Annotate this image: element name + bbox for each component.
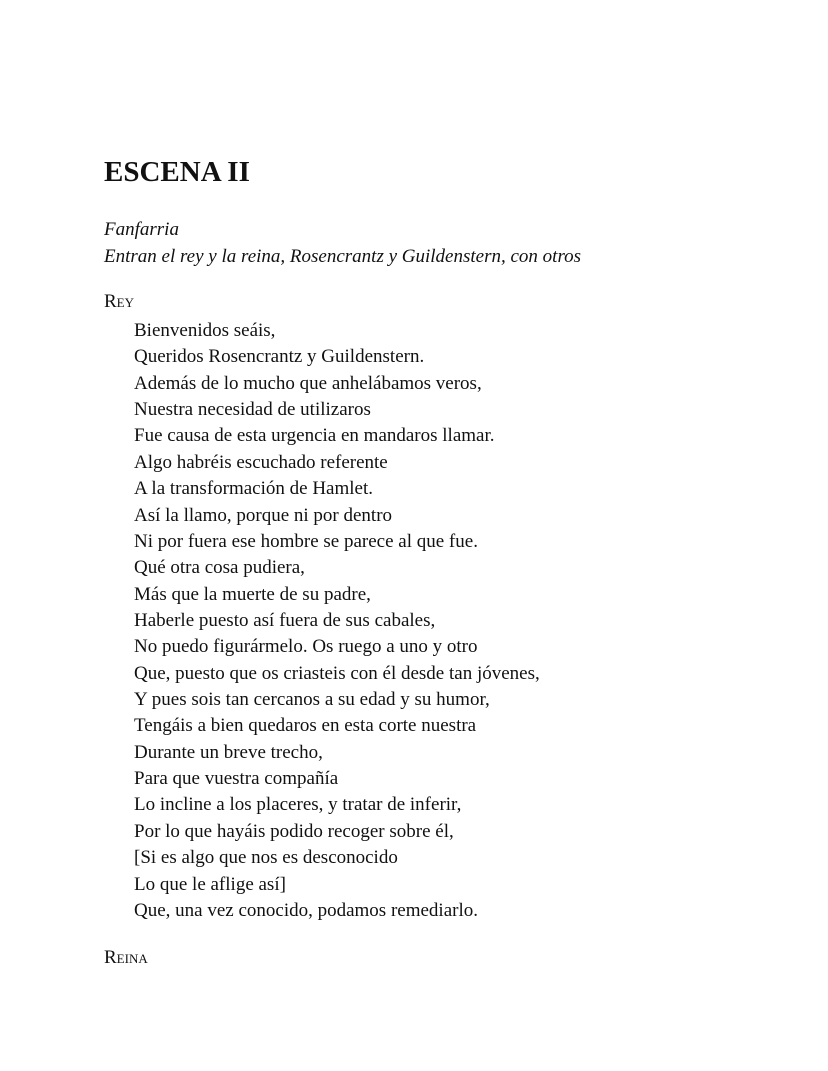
verse-line: Fue causa de esta urgencia en mandaros llamar. — [134, 425, 495, 447]
verse-line: Ni por fuera ese hombre se parece al que fue. — [134, 530, 478, 552]
stage-direction: Fanfarria — [104, 219, 179, 240]
speech-verses — [134, 318, 540, 924]
verse-line: Además de lo mucho que anhelábamos veros, — [134, 372, 482, 394]
verse-line: No puedo figurármelo. Os ruego a uno y otro — [134, 636, 478, 658]
verse-line: Lo incline a los placeres, y tratar de inferir, — [134, 794, 462, 816]
verse-line: Haberle puesto así fuera de sus cabales, — [134, 609, 436, 631]
verse-line: Durante un breve trecho, — [134, 741, 323, 763]
verse-line: Que, una vez conocido, podamos remediarlo. — [134, 899, 478, 921]
verse-line: Por lo que hayáis podido recoger sobre él, — [134, 820, 454, 842]
verse-line: Nuestra necesidad de utilizaros — [134, 399, 371, 421]
verse-line: A la transformación de Hamlet. — [134, 478, 374, 500]
verse-line: Más que la muerte de su padre, — [134, 583, 371, 605]
scene-title: ESCENA II — [104, 156, 250, 188]
speaker-name-rey: Rey — [104, 291, 135, 312]
stage-directions — [104, 216, 581, 270]
verse-line: Queridos Rosencrantz y Guildenstern. — [134, 346, 425, 368]
verse-line: Lo que le aflige así] — [134, 873, 286, 895]
verse-line: Algo habréis escuchado referente — [134, 451, 388, 473]
verse-line: Y pues sois tan cercanos a su edad y su humor, — [134, 689, 490, 711]
verse-line: Así la llamo, porque ni por dentro — [134, 504, 393, 526]
speaker-name-reina: Reina — [104, 947, 148, 968]
verse-line: Que, puesto que os criasteis con él desde tan jóvenes, — [134, 662, 540, 684]
verse-line: Qué otra cosa pudiera, — [134, 557, 305, 579]
verse-line: Para que vuestra compañía — [134, 768, 339, 790]
verse-line: Bienvenidos seáis, — [134, 320, 276, 341]
verse-line: [Si es algo que nos es desconocido — [134, 847, 398, 869]
stage-direction: Entran el rey y la reina, Rosencrantz y Guildenstern, con otros — [104, 246, 582, 267]
verse-line: Tengáis a bien quedaros en esta corte nuestra — [134, 715, 477, 737]
